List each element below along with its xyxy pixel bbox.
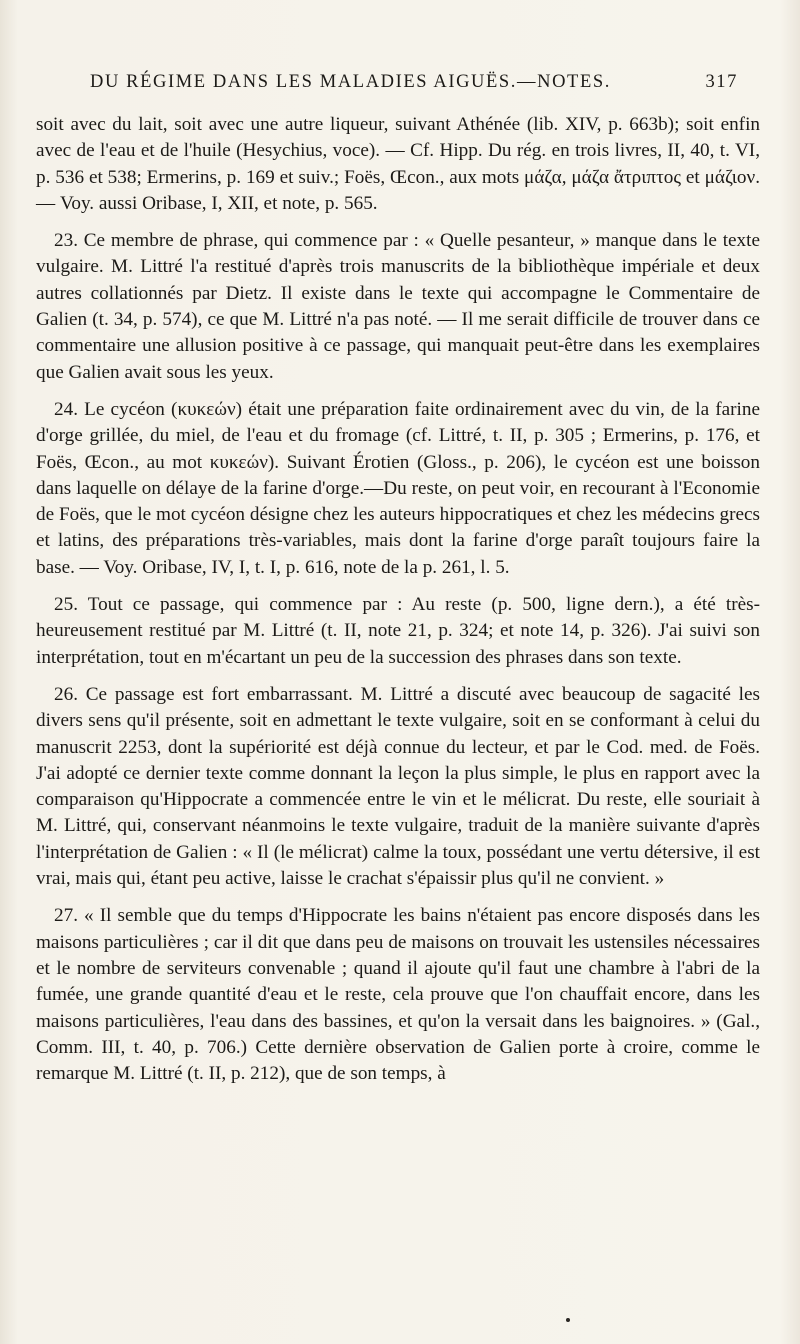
note-continuation: soit avec du lait, soit avec une autre liqueur, suivant Athénée (lib. XIV, p. 663b); soit enfin avec de l'eau et de l'huile (Hesychius, voce). — Cf. Hipp. Du rég. en trois livres, II, 40, t. VI, p. 536 et 538; Ermerins, p. 169 et suiv.; Foës, Œcon., aux mots μάζα, μάζα ἄτριπτος et μάζιον. — Voy. aussi Oribase, I, XII, et note, p. 565. [36, 114, 760, 214]
page-number: 317 [705, 72, 738, 92]
note-24: 24. Le cycéon (κυκεών) était une préparation faite ordinairement avec du vin, de la farine d'orge grillée, du miel, de l'eau et du fromage (cf. Littré, t. II, p. 305 ; Ermerins, p. 176, et Foës, Œcon., au mot κυκεών). Suivant Érotien (Gloss., p. 206), le cycéon est une boisson dans laquelle on délaye de la farine d'orge.—Du reste, on peut voir, en recourant à l'Economie de Foës, que le mot cycéon désigne chez les auteurs hippocratiques et chez les médecins grecs et latins, des préparations très-variables, mais dont la farine d'orge paraît toujours faire la base. — Voy. Oribase, IV, I, t. I, p. 616, note de la p. 261, l. 5. [36, 398, 760, 578]
note-27: 27. « Il semble que du temps d'Hippocrate les bains n'étaient pas encore disposés dans les maisons particulières ; car il dit que dans peu de maisons on trouvait les ustensiles nécessaires et le nombre de serviteurs convenable ; quand il ajoute qu'il faut une chambre à l'abri de la fumée, une grande quantité d'eau et le reste, cela prouve que l'on chauffait encore, dans les maisons particulières, l'eau dans des bassines, et qu'on la versait dans les baignoires. » (Gal., Comm. III, t. 40, p. 706.) Cette dernière observation de Galien porte à croire, comme le remarque M. Littré (t. II, p. 212), que de son temps, à [36, 905, 760, 1085]
ink-dot [566, 1318, 570, 1322]
running-title: DU RÉGIME DANS LES MALADIES AIGUËS.—NOTES. [90, 72, 611, 92]
note-26: 26. Ce passage est fort embarrassant. M. Littré a discuté avec beaucoup de sagacité les divers sens qu'il présente, soit en admettant le texte vulgaire, soit en se conformant à celui du manuscrit 2253, dont la supériorité est déjà connue du lecteur, et par le Cod. med. de Foës. J'ai adopté ce dernier texte comme donnant la leçon la plus simple, le plus en rapport avec la comparaison qu'Hippocrate a commencée entre le vin et le mélicrat. Du reste, elle souriait à M. Littré, qui, conservant néanmoins le texte vulgaire, traduit de la manière suivante d'après l'interprétation de Galien : « Il (le mélicrat) calme la toux, possédant une vertu détersive, il est vrai, mais qui, étant peu active, laisse le crachat s'épaissir plus qu'il ne convient. » [36, 683, 760, 890]
note-25: 25. Tout ce passage, qui commence par : Au reste (p. 500, ligne dern.), a été très-heureusement restitué par M. Littré (t. II, note 21, p. 324; et note 14, p. 326). J'ai suivi son interprétation, tout en m'écartant un peu de la succession des phrases dans son texte. [36, 594, 760, 668]
notes-body [36, 112, 760, 1087]
running-header [60, 72, 738, 93]
note-23: 23. Ce membre de phrase, qui commence par : « Quelle pesanteur, » manque dans le texte vulgaire. M. Littré l'a restitué d'après trois manuscrits de la bibliothèque impériale et deux autres collationnés par Dietz. Il existe dans le texte qui accompagne le Commentaire de Galien (t. 34, p. 574), ce que M. Littré n'a pas noté. — Il me serait difficile de trouver dans ce commentaire une allusion positive à ce passage, qui manquait peut-être dans les exemplaires que Galien avait sous les yeux. [36, 230, 760, 383]
